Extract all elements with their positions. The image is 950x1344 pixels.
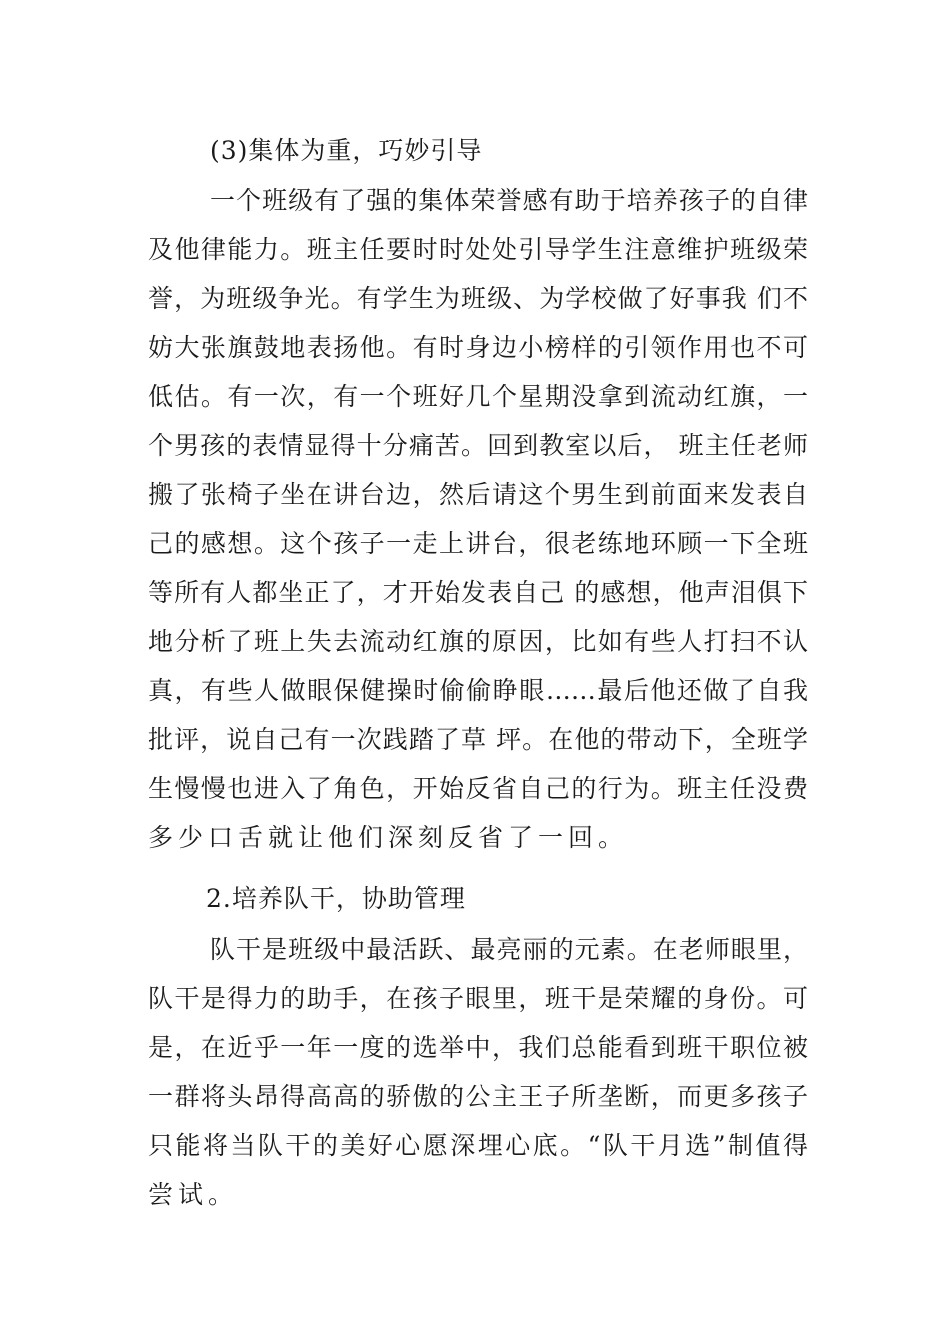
paragraph-line: 真，有些人做眼保健操时偷偷睁眼……最后他还做了自我	[148, 676, 808, 705]
paragraph-line: 己的感想。这个孩子一走上讲台，很老练地环顾一下全班	[148, 529, 808, 558]
paragraph-line: 誉，为班级争光。有学生为班级、为学校做了好事我 们不	[148, 284, 808, 313]
paragraph-line: 低估。有一次，有一个班好几个星期没拿到流动红旗，一	[148, 382, 808, 411]
paragraph-line: 搬了张椅子坐在讲台边，然后请这个男生到前面来发表自	[148, 480, 808, 509]
section-heading-3: (3)集体为重，巧妙引导	[210, 136, 483, 165]
paragraph-line: 只能将当队干的美好心愿深埋心底。“队干月选”制值得	[148, 1131, 808, 1160]
paragraph-line: 队干是班级中最活跃、最亮丽的元素。在老师眼里，	[210, 935, 808, 964]
paragraph-line: 地分析了班上失去流动红旗的原因，比如有些人打扫不认	[148, 627, 808, 656]
paragraph-line: 生慢慢也进入了角色，开始反省自己的行为。班主任没费	[148, 774, 808, 803]
paragraph-line: 等所有人都坐正了，才开始发表自己 的感想，他声泪俱下	[148, 578, 808, 607]
paragraph-line: 多少口舌就让他们深刻反省了一回。	[148, 823, 629, 852]
paragraph-line: 是，在近乎一年一度的选举中，我们总能看到班干职位被	[148, 1033, 808, 1062]
paragraph-line: 批评，说自己有一次践踏了草 坪。在他的带动下，全班学	[148, 725, 808, 754]
paragraph-line: 队干是得力的助手，在孩子眼里，班干是荣耀的身份。可	[148, 984, 808, 1013]
paragraph-line: 及他律能力。班主任要时时处处引导学生注意维护班级荣	[148, 235, 808, 264]
paragraph-line: 个男孩的表情显得十分痛苦。回到教室以后， 班主任老师	[148, 431, 808, 460]
paragraph-line: 妨大张旗鼓地表扬他。有时身边小榜样的引领作用也不可	[148, 333, 808, 362]
paragraph-line: 一个班级有了强的集体荣誉感有助于培养孩子的自律	[210, 186, 808, 215]
paragraph-line: 尝试。	[148, 1180, 239, 1209]
paragraph-line: 一群将头昂得高高的骄傲的公主王子所垄断，而更多孩子	[148, 1082, 808, 1111]
section-heading-2: 2.培养队干，协助管理	[206, 884, 466, 913]
